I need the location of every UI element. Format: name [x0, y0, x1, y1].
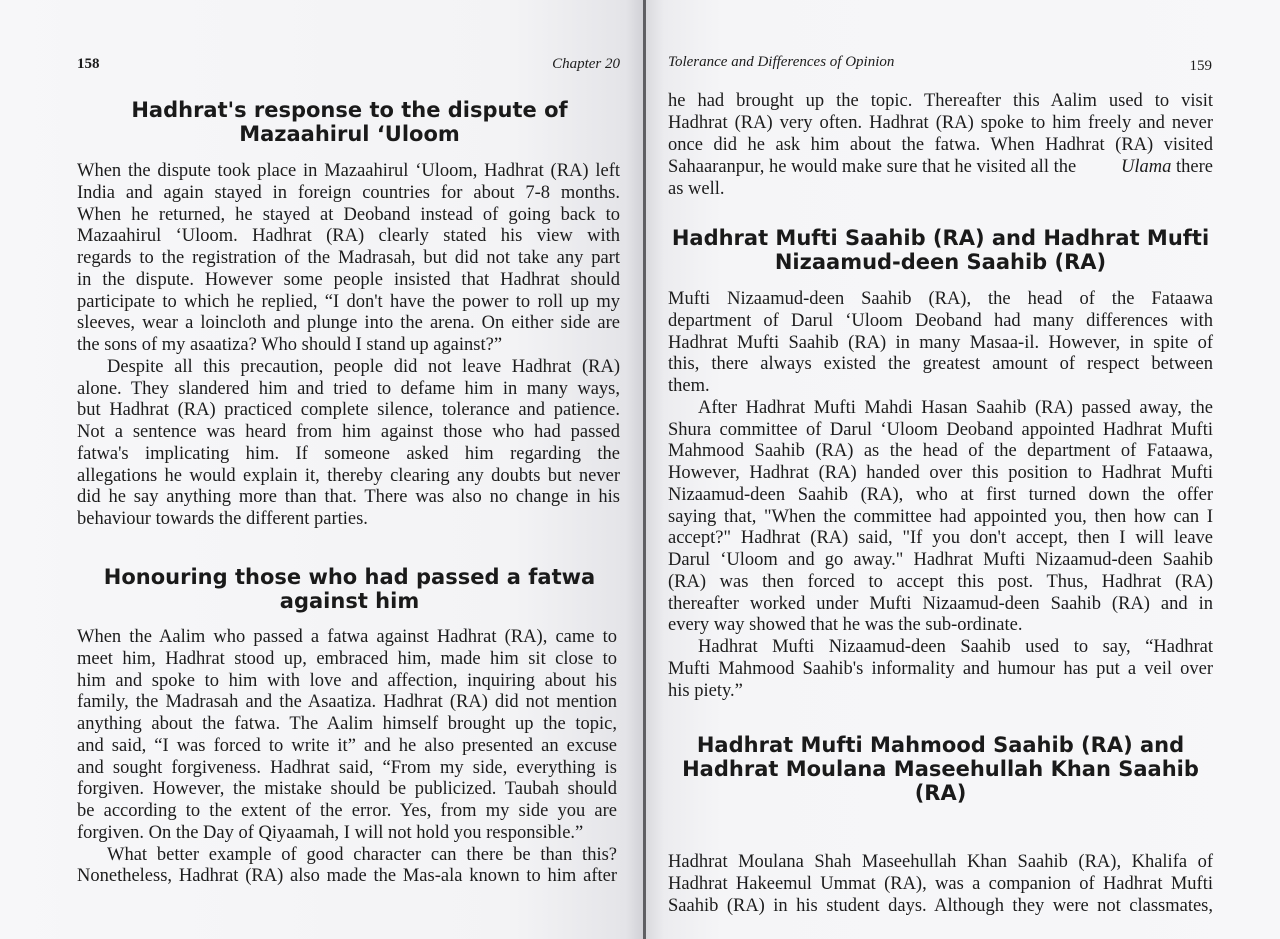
text-line: When the Aalim who passed a fatwa against Hadhrat (RA), came to	[77, 627, 617, 647]
text-line: he had brought up the topic. Thereafter this Aalim used to visit	[668, 91, 1213, 111]
text-segment: Sahaaranpur, he would make sure that he visited all the	[668, 157, 1077, 177]
text-line: When he returned, he stayed at Deoband instead of going back to	[77, 204, 620, 225]
text-line	[668, 157, 1213, 179]
text-line: Nizaamud-deen Saahib (RA), who at first turned down the offer	[668, 484, 1213, 505]
text-line: Hadhrat Mufti Saahib (RA) in many Masaa-il. However, in spite of	[668, 332, 1213, 353]
page-number-left: 158	[77, 56, 100, 72]
text-line: as well.	[668, 179, 725, 199]
heading-line: Hadhrat Moulana Maseehullah Khan Saahib	[682, 757, 1199, 781]
text-line: once did he ask him about the fatwa. When Hadhrat (RA) visited	[668, 135, 1213, 155]
text-line: him and spoke to him with love and affection, inquiring about his	[77, 670, 617, 691]
text-line: thereafter worked under Mufti Nizaamud-deen Saahib (RA) and in	[668, 593, 1213, 614]
heading-line: against him	[279, 589, 420, 613]
text-line: forgiven. On the Day of Qiyaamah, I will not hold you responsible.”	[77, 822, 584, 843]
text-line: allegations he would explain it, thereby clearing any doubts but never	[77, 465, 620, 486]
section-heading	[77, 565, 622, 613]
text-line: department of Darul ‘Uloom Deoband had many differences with	[668, 310, 1213, 331]
text-line: be according to the extent of the error. Yes, from my side you are	[77, 801, 617, 821]
section-heading	[77, 98, 622, 146]
text-line: India and again stayed in foreign countries for about 7-8 months.	[77, 182, 620, 203]
text-line: fatwa's implicating him. If someone asked him regarding the	[77, 443, 620, 464]
text-line: did he say anything more than that. There was also no change in his	[77, 487, 620, 508]
text-line: family, the Madrasah and the Asaatiza. Hadhrat (RA) did not mention	[77, 692, 617, 713]
text-line: every way showed that he was the sub-ordinate.	[668, 615, 1023, 636]
heading-line: (RA)	[914, 781, 967, 805]
page-number-right: 159	[1189, 58, 1212, 74]
heading-line: Mazaahirul ‘Uloom	[239, 122, 460, 146]
section-heading	[668, 733, 1213, 805]
text-line: Hadhrat Mufti Nizaamud-deen Saahib used to say, “Hadhrat	[698, 637, 1213, 657]
text-line: regards to the registration of the Madrasah, but did not take any part	[77, 248, 620, 268]
text-line: anything about the fatwa. The Aalim himself brought up the topic,	[77, 714, 617, 734]
text-line: participate to which he replied, “I don't have the power to roll up my	[77, 291, 620, 312]
text-line: Saahib (RA) in his student days. Although they were not classmates,	[668, 895, 1213, 916]
heading-line: Hadhrat Mufti Mahmood Saahib (RA) and	[696, 733, 1185, 757]
heading-line: Nizaamud-deen Saahib (RA)	[774, 250, 1107, 274]
text-line: Mufti Mahmood Saahib's informality and humour has put a veil over	[668, 658, 1213, 679]
heading-line: Hadhrat's response to the dispute of	[131, 98, 568, 122]
text-line: Hadhrat (RA) very often. Hadhrat (RA) spoke to him freely and never	[668, 113, 1213, 133]
text-line: the sons of my asaatiza? Who should I stand up against?”	[77, 335, 503, 355]
text-line: Hadhrat Hakeemul Ummat (RA), was a companion of Hadhrat Mufti	[668, 873, 1213, 894]
text-line: Mufti Nizaamud-deen Saahib (RA), the head of the Fataawa	[668, 289, 1213, 309]
book-spine	[643, 0, 646, 939]
text-line: When the dispute took place in Mazaahirul ‘Uloom, Hadhrat (RA) left	[77, 161, 620, 181]
text-line: them.	[668, 376, 710, 396]
text-line: What better example of good character can there be than this?	[107, 844, 617, 865]
text-line: and said, “I was forced to write it” and he also presented an excuse	[77, 735, 617, 756]
text-line: After Hadhrat Mufti Mahdi Hasan Saahib (RA) passed away, the	[698, 397, 1213, 418]
text-line: Nonetheless, Hadhrat (RA) also made the Mas-ala known to him after	[77, 866, 617, 887]
text-line: accept?" Hadhrat (RA) said, "If you don't accept, then I will leave	[668, 528, 1213, 549]
text-segment: there	[1171, 157, 1213, 177]
heading-line: Honouring those who had passed a fatwa	[103, 565, 596, 589]
text-line: However, Hadhrat (RA) handed over this position to Hadhrat Mufti	[668, 463, 1213, 483]
text-line: forgiven. However, the mistake should be publicized. Taubah should	[77, 779, 617, 800]
text-line: Not a sentence was heard from him against those who had passed	[77, 422, 620, 442]
text-line: his piety.”	[668, 680, 743, 701]
text-line: Mazaahirul ‘Uloom. Hadhrat (RA) clearly stated his view with	[77, 226, 620, 247]
right-page	[645, 0, 1280, 939]
text-line: Mahmood Saahib (RA) as the head of the department of Fataawa,	[668, 441, 1213, 462]
text-line: but Hadhrat (RA) practiced complete silence, tolerance and patience.	[77, 400, 620, 421]
text-line: meet him, Hadhrat stood up, embraced him, made him sit close to	[77, 648, 617, 669]
text-line: Despite all this precaution, people did not leave Hadhrat (RA)	[107, 356, 620, 377]
text-line: in the dispute. However some people insisted that Hadhrat should	[77, 269, 620, 290]
running-head-right: Tolerance and Differences of Opinion	[668, 54, 895, 70]
text-line: this, there always existed the greatest amount of respect between	[668, 354, 1213, 375]
section-heading	[668, 226, 1213, 274]
italic-term: Ulama	[1121, 157, 1172, 177]
text-line: saying that, "When the committee had appointed you, then how can I	[668, 506, 1213, 527]
text-line: Shura committee of Darul ‘Uloom Deoband appointed Hadhrat Mufti	[668, 419, 1213, 440]
text-line: Hadhrat Moulana Shah Maseehullah Khan Saahib (RA), Khalifa of	[668, 852, 1213, 872]
text-line: alone. They slandered him and tried to defame him in many ways,	[77, 378, 620, 399]
text-line: Darul ‘Uloom and go away." Hadhrat Mufti Nizaamud-deen Saahib	[668, 550, 1213, 570]
text-line: (RA) was then forced to accept this post. Thus, Hadhrat (RA)	[668, 571, 1213, 592]
text-line: behaviour towards the different parties.	[77, 509, 368, 529]
heading-line: Hadhrat Mufti Saahib (RA) and Hadhrat Mufti	[671, 226, 1210, 250]
running-head-left: Chapter 20	[552, 56, 620, 72]
text-line: and sought forgiveness. Hadhrat said, “From my side, everything is	[77, 757, 617, 778]
text-line: sleeves, wear a loincloth and plunge into the arena. On either side are	[77, 313, 620, 334]
